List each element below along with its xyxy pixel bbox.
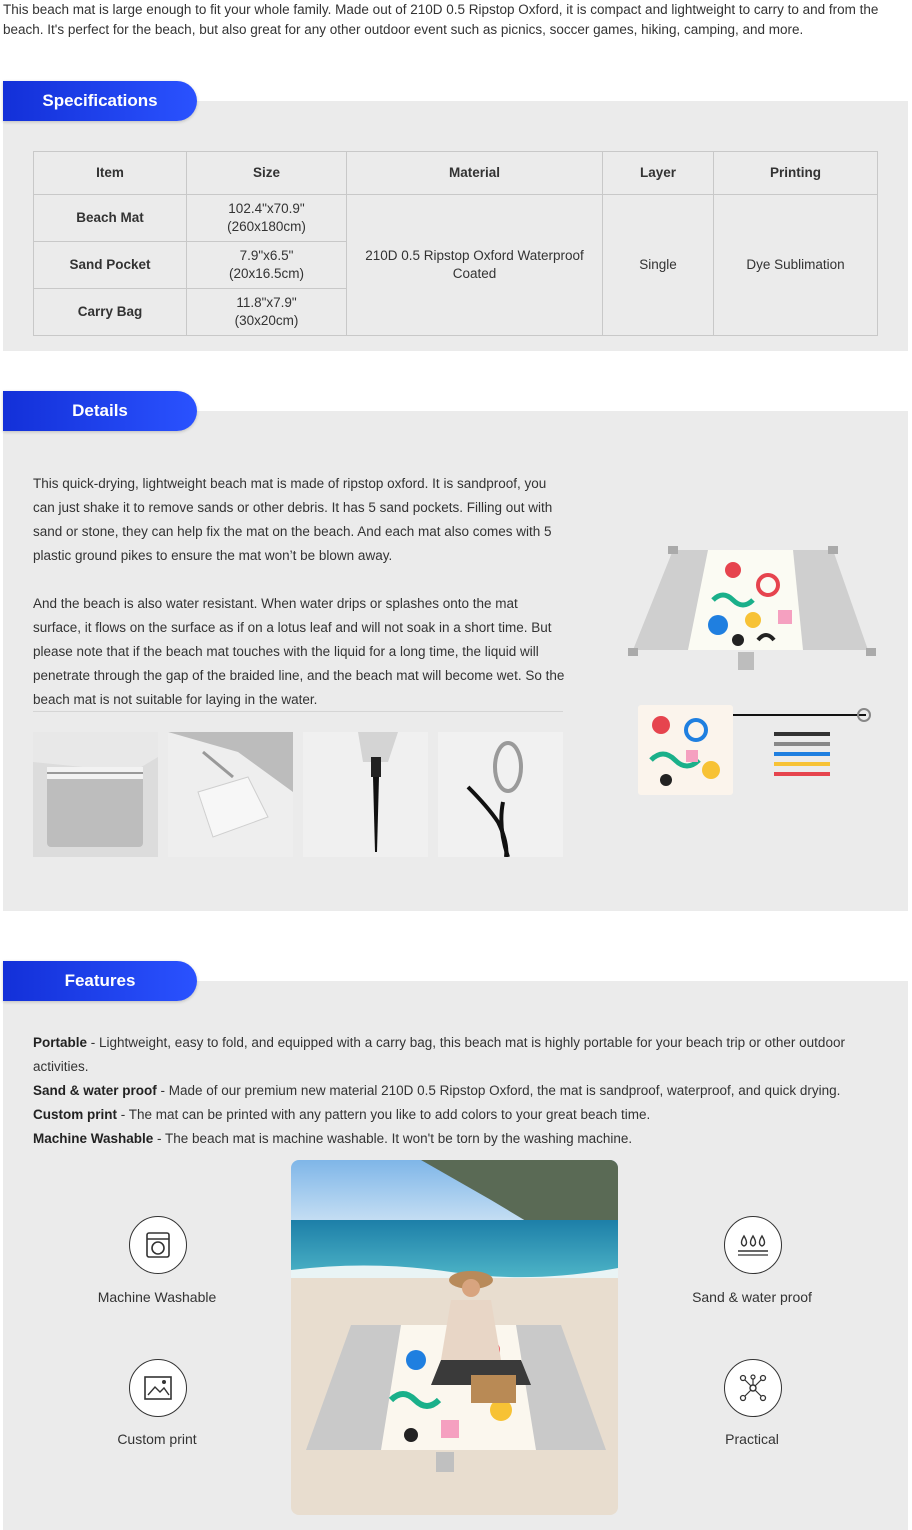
feature-title: Sand & water proof xyxy=(33,1083,157,1098)
sand-pocket-photo xyxy=(33,732,158,857)
feature-title: Custom print xyxy=(33,1107,117,1122)
feature-line: Custom print - The mat can be printed with any pattern you like to add colors to your great beach time. xyxy=(33,1107,651,1122)
carabiner-photo xyxy=(438,732,563,857)
intro-text: This beach mat is large enough to fit your whole family. Made out of 210D 0.5 Ripstop Oxford, it is compact and lightweight to carry to and from the beach. It's perfect for the beach, but also great for any other outdoor event such as picnics, soccer games, hiking, camping, and more. xyxy=(3,2,879,37)
water-drops-icon xyxy=(724,1216,782,1274)
feature-line: Machine Washable - The beach mat is machine washable. It won't be torn by the washing machine. xyxy=(33,1131,633,1146)
carry-bag-image xyxy=(636,700,876,800)
row-item: Carry Bag xyxy=(34,289,187,336)
feature-line: Sand & water proof - Made of our premium new material 210D 0.5 Ripstop Oxford, the mat is sandproof, waterproof, and quick drying. xyxy=(33,1083,841,1098)
feature-label-custom-print: Custom print xyxy=(117,1431,197,1447)
feature-title: Machine Washable xyxy=(33,1131,154,1146)
details-text xyxy=(33,472,568,712)
header-layer: Layer xyxy=(603,152,714,195)
feature-title: Portable xyxy=(33,1035,88,1050)
row-size: 11.8"x7.9" (30x20cm) xyxy=(187,289,347,336)
ground-stake-photo xyxy=(303,732,428,857)
row-item: Sand Pocket xyxy=(34,242,187,289)
beach-photo xyxy=(291,1160,618,1515)
specifications-tab: Specifications xyxy=(3,81,197,121)
details-paragraph: And the beach is also water resistant. When water drips or splashes onto the mat surface, it flows on the surface as if on a lotus leaf and will not soak in a short time. But please note that if the beach mat touches with the liquid for a long time, the liquid will penetrate through the gap of the braided line, and the beach mat will become wet. So the beach mat is not suitable for laying in the water. xyxy=(33,596,565,707)
details-tab: Details xyxy=(3,391,197,431)
network-icon xyxy=(724,1359,782,1417)
material-cell: 210D 0.5 Ripstop Oxford Waterproof Coated xyxy=(347,195,603,336)
table-row xyxy=(34,195,878,242)
details-paragraph: This quick-drying, lightweight beach mat is made of ripstop oxford. It is sandproof, you can just shake it to remove sands or other debris. It has 5 sand pockets. Filling out with sand or stone, they can help fix the mat on the beach. And each mat also comes with 5 plastic ground pikes to ensure the mat won’t be blown away. xyxy=(33,476,553,563)
feature-label-practical: Practical xyxy=(725,1431,779,1447)
beach-mat-image xyxy=(628,540,876,680)
header-material: Material xyxy=(347,152,603,195)
feature-line: Portable - Lightweight, easy to fold, and equipped with a carry bag, this beach mat is highly portable for your beach trip or other outdoor activities. xyxy=(33,1035,845,1074)
specifications-table xyxy=(33,151,878,336)
row-item: Beach Mat xyxy=(34,195,187,242)
feature-label-machine-washable: Machine Washable xyxy=(97,1289,217,1305)
picture-icon xyxy=(129,1359,187,1417)
features-text xyxy=(33,1031,883,1151)
header-size: Size xyxy=(187,152,347,195)
washing-machine-icon xyxy=(129,1216,187,1274)
layer-cell: Single xyxy=(603,195,714,336)
divider xyxy=(33,711,563,712)
header-printing: Printing xyxy=(714,152,878,195)
row-size: 102.4"x70.9" (260x180cm) xyxy=(187,195,347,242)
row-size: 7.9"x6.5" (20x16.5cm) xyxy=(187,242,347,289)
feature-label-sand-water-proof: Sand & water proof xyxy=(692,1289,812,1305)
features-tab: Features xyxy=(3,961,197,1001)
printing-cell: Dye Sublimation xyxy=(714,195,878,336)
fabric-corner-photo xyxy=(168,732,293,857)
header-item: Item xyxy=(34,152,187,195)
table-header-row xyxy=(34,152,878,195)
